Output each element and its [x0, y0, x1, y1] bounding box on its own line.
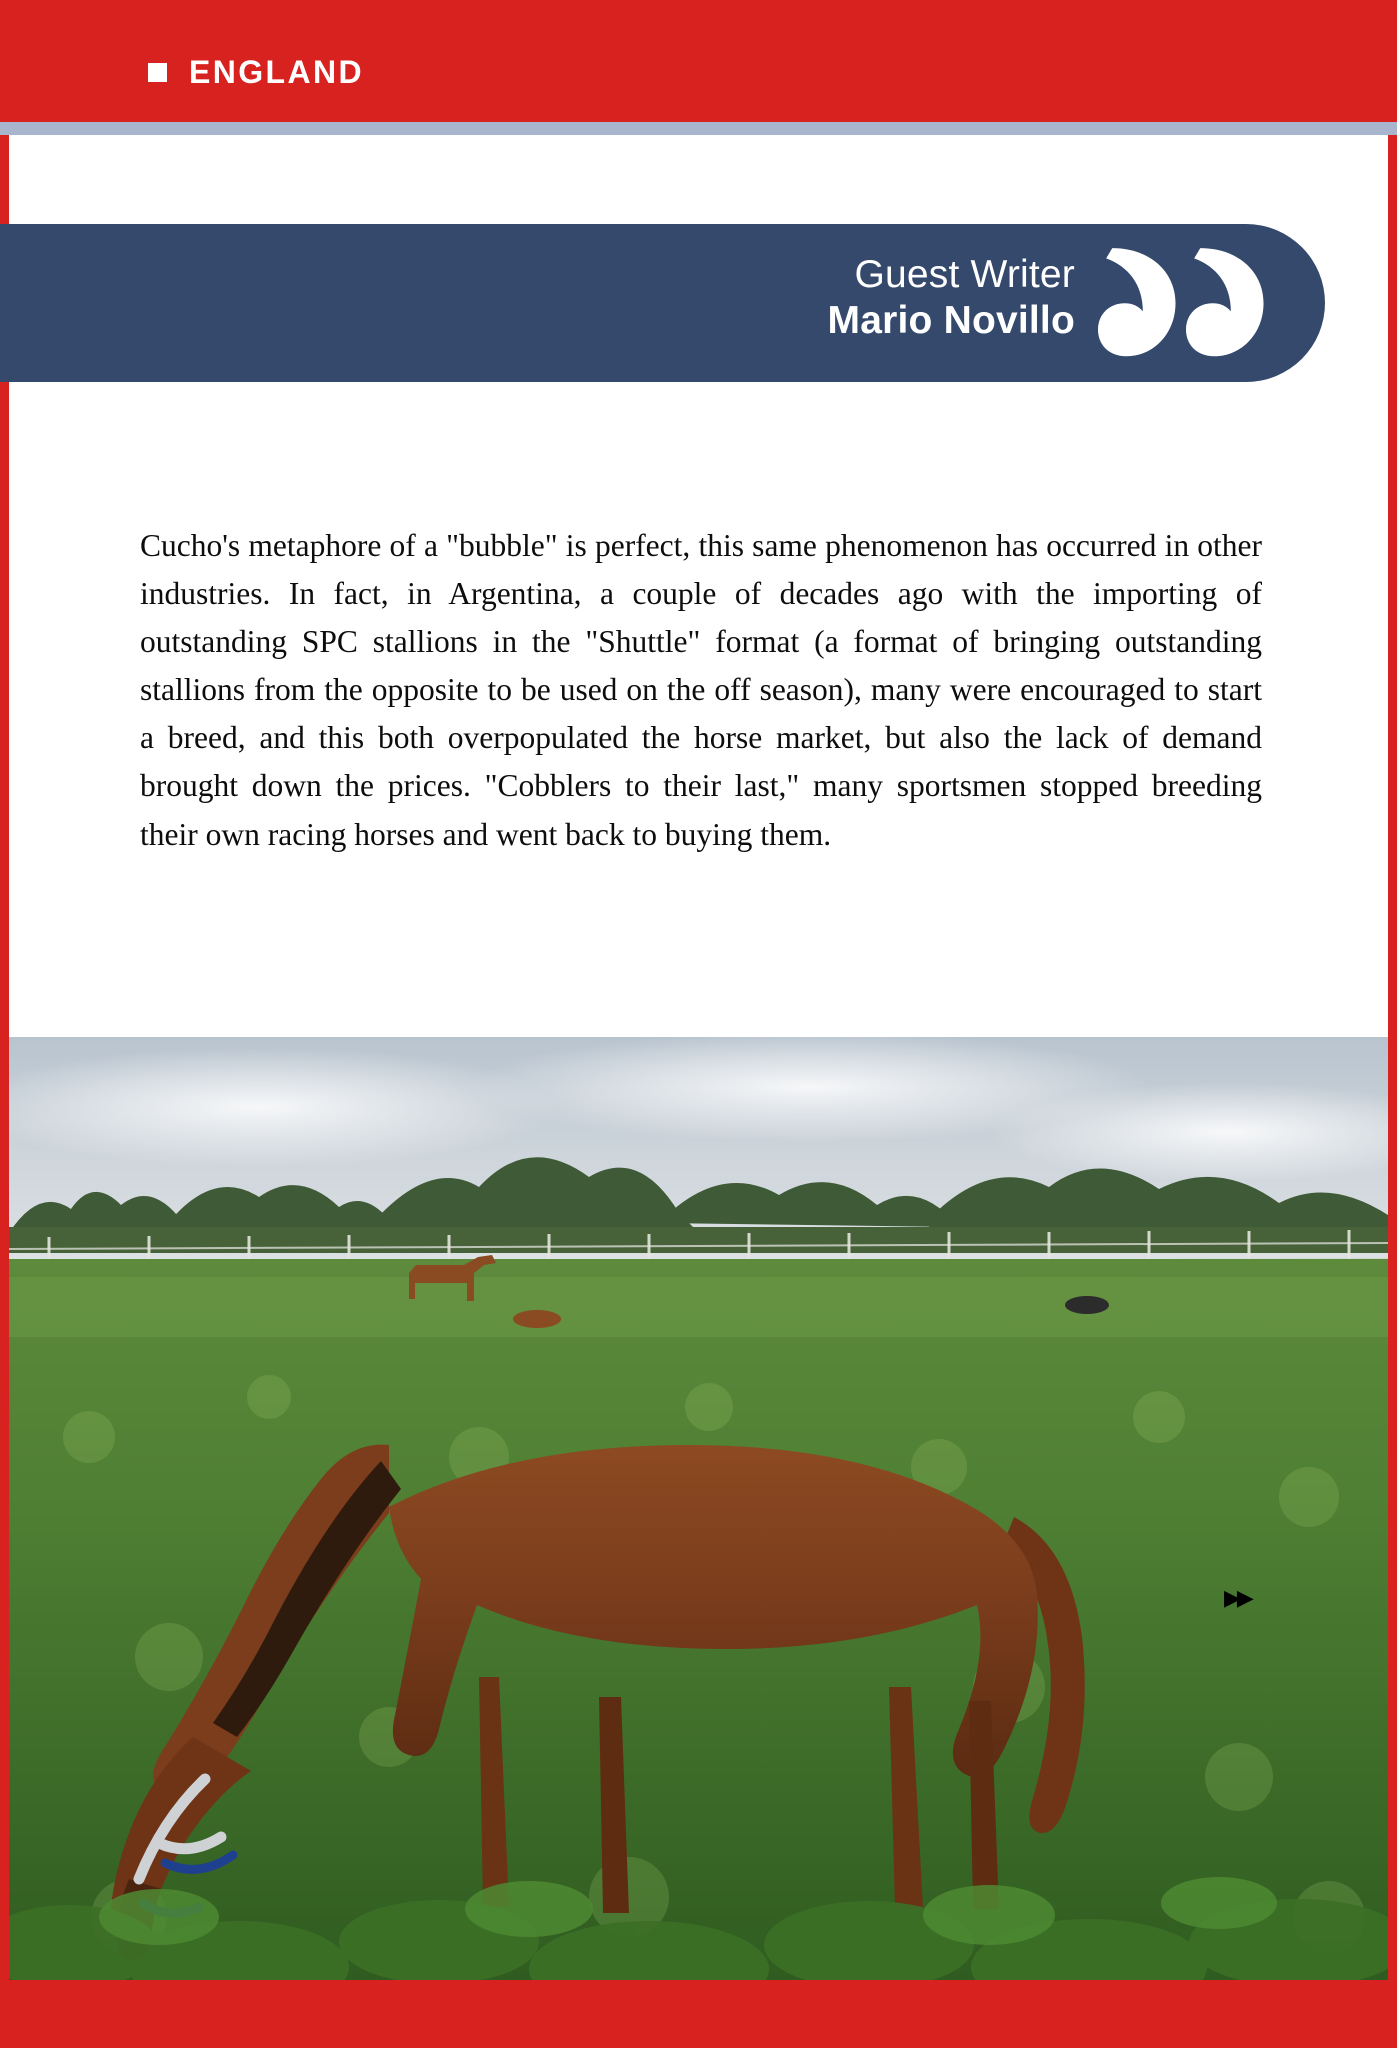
header-underline-rule [0, 122, 1397, 135]
right-edge-rule [1388, 135, 1397, 1980]
page-header [0, 0, 1397, 122]
header-content [148, 56, 364, 88]
article-photo [9, 1037, 1388, 1980]
article-body-paragraph: Cucho's metaphore of a "bubble" is perfect, this same phenomenon has occurred in other industries. In fact, in Argentina, a couple of decades ago with the importing of outstanding SPC stallions in the "Shuttle" format (a format of bringing outstanding stallions from the opposite to be used on the off season), many were encouraged to start a breed, and this both overpopulated the horse market, but also the lack of demand brought down the prices. "Cobblers to their last," many sportsmen stopped breeding their own racing horses and went back to buying them. [140, 527, 1262, 852]
fast-forward-icon: ▶▶ [1224, 1585, 1250, 1610]
guest-writer-text [828, 252, 1075, 344]
guest-writer-banner [0, 224, 1325, 382]
square-bullet-icon [148, 63, 167, 82]
quotation-mark-icon [1090, 236, 1270, 366]
guest-writer-name: Mario Novillo [827, 299, 1075, 343]
country-label: ENGLAND [189, 54, 365, 90]
guest-writer-role: Guest Writer [854, 253, 1075, 296]
page-footer-bar [0, 1980, 1397, 2048]
left-edge-rule [0, 135, 9, 1980]
